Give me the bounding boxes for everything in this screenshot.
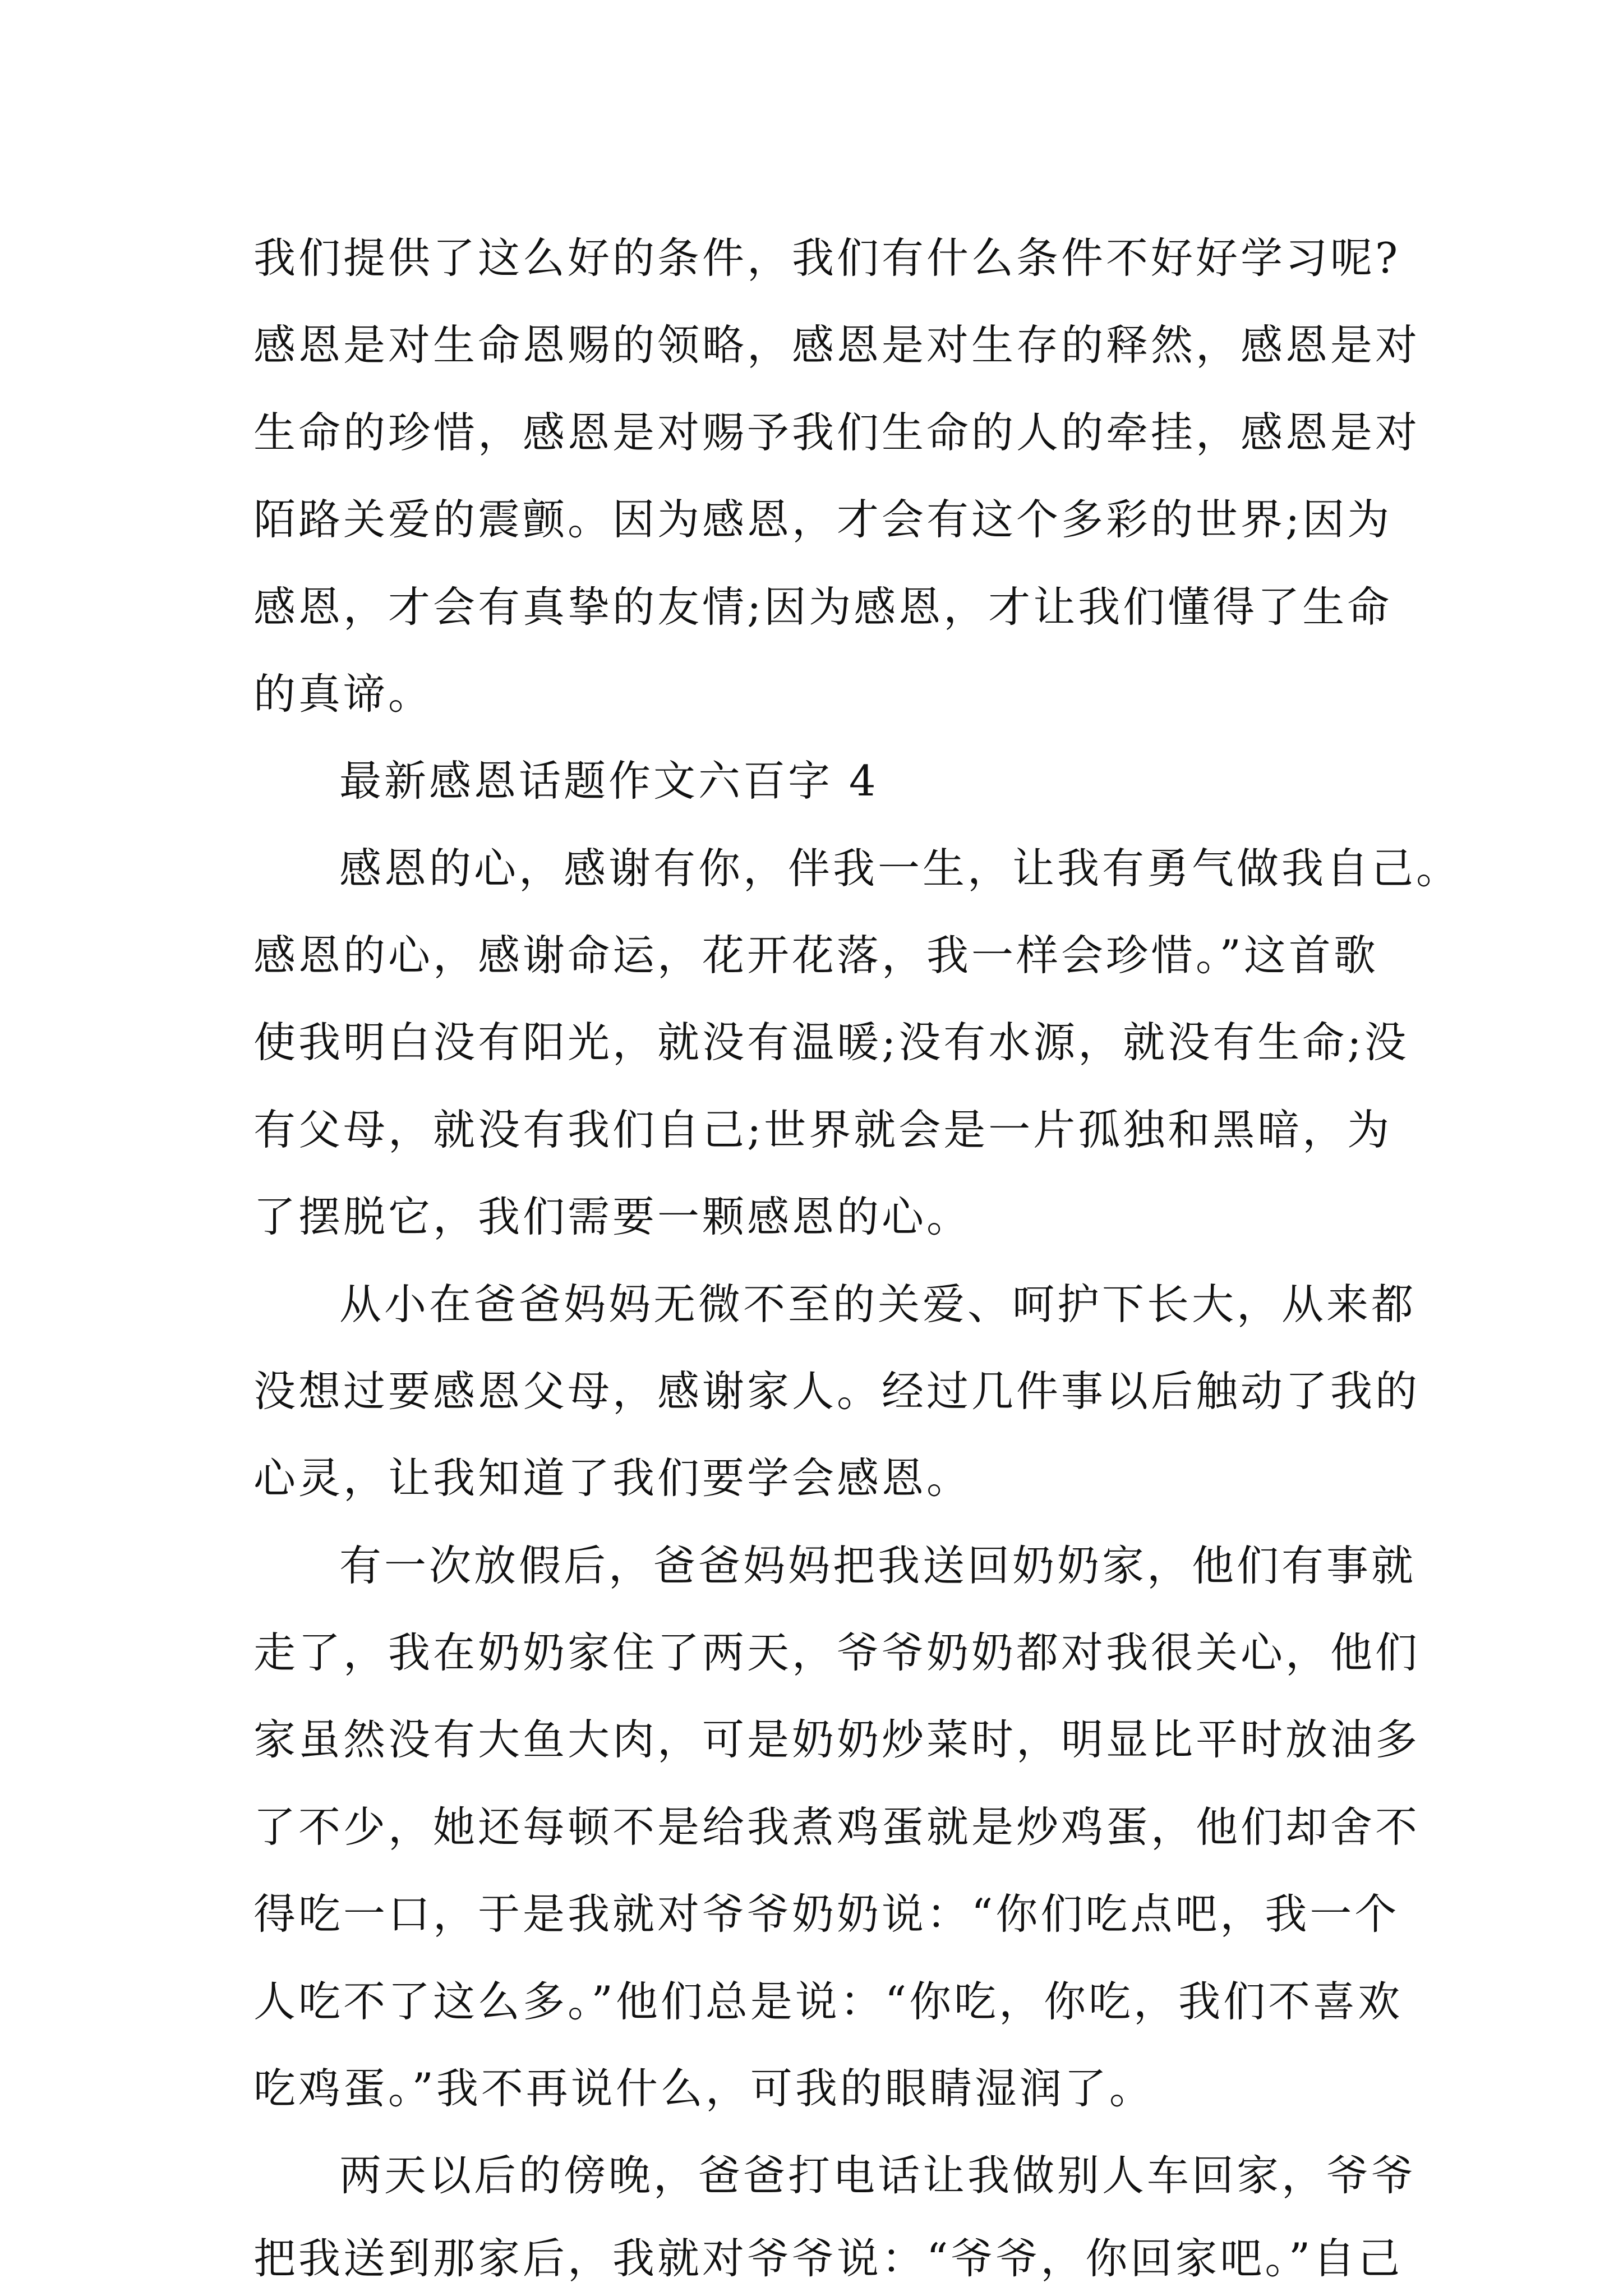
text-line: 走了，我在奶奶家住了两天，爷爷奶奶都对我很关心，他们 xyxy=(253,1628,1421,1677)
text-line: 从小在爸爸妈妈无微不至的关爱、呵护下长大，从来都 xyxy=(339,1280,1417,1329)
text-line: 心灵，让我知道了我们要学会感恩。 xyxy=(253,1453,972,1503)
text-line: 使我明白没有阳光，就没有温暖;没有水源，就没有生命;没 xyxy=(253,1018,1409,1067)
text-line: 陌路关爱的震颤。因为感恩，才会有这个多彩的世界;因为 xyxy=(253,495,1393,544)
text-line: 生命的珍惜，感恩是对赐予我们生命的人的牵挂，感恩是对 xyxy=(253,408,1421,457)
text-line: 有父母，就没有我们自己;世界就会是一片孤独和黑暗，为 xyxy=(253,1105,1393,1154)
text-line: 没想过要感恩父母，感谢家人。经过几件事以后触动了我的 xyxy=(253,1366,1421,1416)
text-line: 家虽然没有大鱼大肉，可是奶奶炒菜时，明显比平时放油多 xyxy=(253,1715,1421,1764)
section-heading: 最新感恩话题作文六百字 4 xyxy=(339,756,879,806)
text-line: 感恩，才会有真挚的友情;因为感恩，才让我们懂得了生命 xyxy=(253,582,1393,632)
text-line: 吃鸡蛋。”我不再说什么，可我的眼睛湿润了。 xyxy=(253,2064,1154,2113)
text-line: 感恩是对生命恩赐的领略，感恩是对生存的释然，感恩是对 xyxy=(253,320,1421,370)
text-line: 感恩的心，感谢命运，花开花落，我一样会珍惜。”这首歌 xyxy=(253,931,1378,980)
text-line: 把我送到那家后，我就对爷爷说：“爷爷，你回家吧。”自己 xyxy=(253,2234,1403,2283)
text-line: 有一次放假后，爸爸妈妈把我送回奶奶家，他们有事就 xyxy=(339,1541,1417,1590)
text-line: 感恩的心，感谢有你，伴我一生，让我有勇气做我自己。 xyxy=(339,844,1461,893)
text-line: 的真谛。 xyxy=(253,669,434,719)
text-line: 人吃不了这么多。”他们总是说：“你吃，你吃，我们不喜欢 xyxy=(253,1977,1403,2026)
text-line: 得吃一口，于是我就对爷爷奶奶说：“你们吃点吧，我一个 xyxy=(253,1889,1400,1939)
text-line: 了摆脱它，我们需要一颗感恩的心。 xyxy=(253,1192,972,1241)
text-line: 了不少，她还每顿不是给我煮鸡蛋就是炒鸡蛋，他们却舍不 xyxy=(253,1802,1421,1852)
text-line: 我们提供了这么好的条件，我们有什么条件不好好学习呢? xyxy=(253,233,1401,283)
text-line: 两天以后的傍晚，爸爸打电话让我做别人车回家，爷爷 xyxy=(339,2151,1417,2200)
